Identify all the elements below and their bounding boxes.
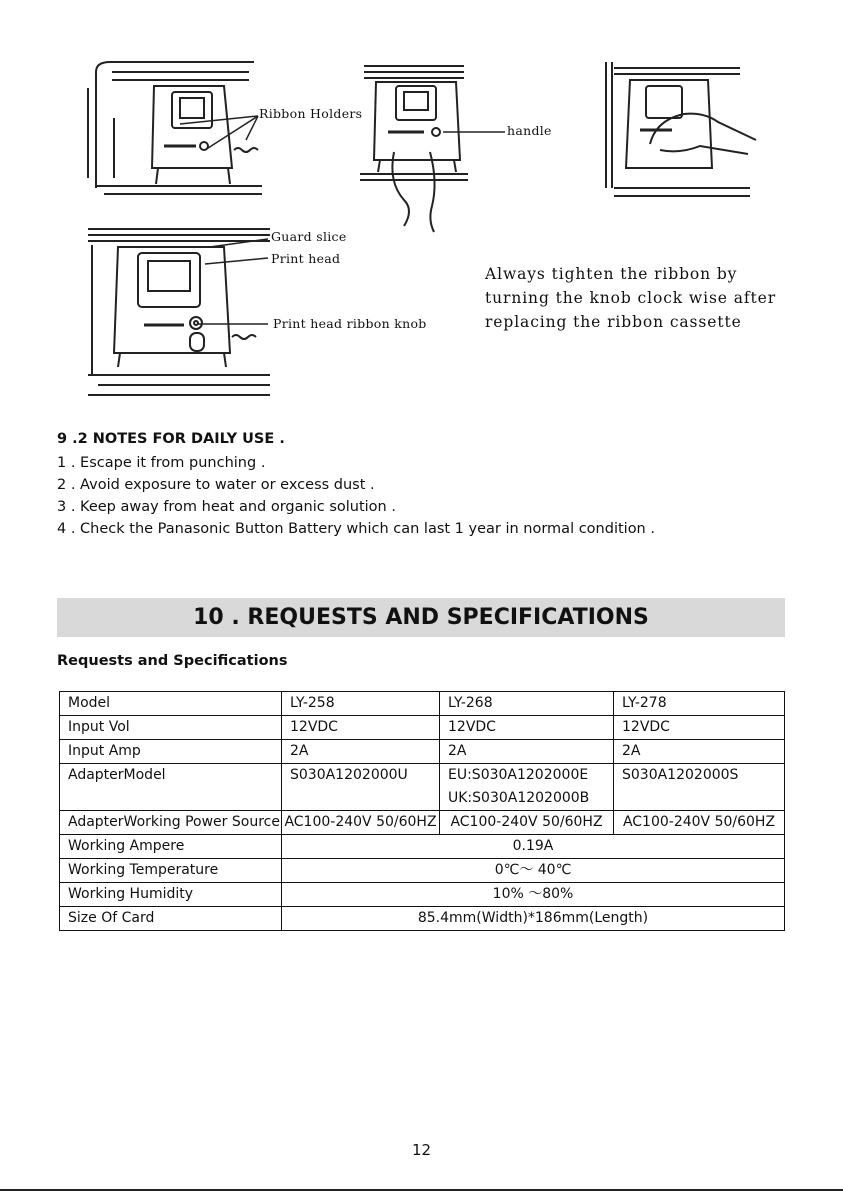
specs-subtitle: Requests and Specifications: [57, 653, 288, 669]
cell-label: AdapterModel: [60, 764, 282, 811]
cell-label: AdapterWorking Power Source: [60, 811, 282, 835]
cell-label: Input Amp: [60, 740, 282, 764]
cell-value: LY-268: [440, 692, 614, 716]
table-row: [60, 859, 785, 883]
cell-value: S030A1202000U: [282, 764, 440, 811]
list-item: 3 . Keep away from heat and organic solution .: [57, 499, 396, 515]
leader-lines: [0, 0, 843, 420]
cell-value: S030A1202000S: [614, 764, 785, 811]
page-number: 12: [411, 1141, 432, 1159]
specs-table: [59, 691, 785, 931]
daily-use-heading: 9 .2 NOTES FOR DAILY USE .: [57, 431, 285, 447]
cell-value: 2A: [282, 740, 440, 764]
note-line: turning the knob clock wise after: [485, 289, 776, 307]
cell-label: Working Humidity: [60, 883, 282, 907]
label-ribbon-knob: Print head ribbon knob: [273, 316, 427, 331]
table-row: [60, 835, 785, 859]
adapter-eu: EU:S030A1202000E: [448, 767, 589, 783]
cell-label: Working Ampere: [60, 835, 282, 859]
cell-value: 12VDC: [282, 716, 440, 740]
cell-value: 12VDC: [614, 716, 785, 740]
table-row: [60, 907, 785, 931]
daily-use-list: [57, 452, 655, 540]
cell-label: Model: [60, 692, 282, 716]
list-item: 4 . Check the Panasonic Button Battery which can last 1 year in normal condition .: [57, 521, 655, 537]
cell-label: Working Temperature: [60, 859, 282, 883]
table-row: [60, 764, 785, 811]
cell-value: 2A: [440, 740, 614, 764]
label-print-head: Print head: [271, 251, 341, 266]
list-item: 2 . Avoid exposure to water or excess dust .: [57, 477, 375, 493]
table-row: [60, 740, 785, 764]
page-bottom-rule: [0, 1189, 843, 1191]
section-title-banner: 10 . REQUESTS AND SPECIFICATIONS: [57, 598, 785, 637]
table-row: [60, 692, 785, 716]
cell-value: AC100-240V 50/60HZ: [282, 811, 440, 835]
cell-value: 12VDC: [440, 716, 614, 740]
cell-value: 2A: [614, 740, 785, 764]
list-item: 1 . Escape it from punching .: [57, 455, 266, 471]
note-line: replacing the ribbon cassette: [485, 313, 742, 331]
cell-value: AC100-240V 50/60HZ: [440, 811, 614, 835]
cell-value: 10% ～80%: [282, 883, 785, 907]
adapter-uk: UK:S030A1202000B: [448, 790, 590, 806]
note-line: Always tighten the ribbon by: [485, 265, 738, 283]
table-row: [60, 883, 785, 907]
ribbon-tighten-note: [485, 262, 776, 334]
label-guard-slice: Guard slice: [271, 229, 347, 244]
cell-value: LY-278: [614, 692, 785, 716]
cell-value: LY-258: [282, 692, 440, 716]
table-row: [60, 716, 785, 740]
cell-label: Size Of Card: [60, 907, 282, 931]
label-ribbon-holders: Ribbon Holders: [259, 106, 363, 121]
cell-value: [440, 764, 614, 811]
cell-value: AC100-240V 50/60HZ: [614, 811, 785, 835]
cell-value: 85.4mm(Width)*186mm(Length): [282, 907, 785, 931]
cell-value: 0℃～ 40℃: [282, 859, 785, 883]
cell-label: Input Vol: [60, 716, 282, 740]
label-handle: handle: [507, 123, 552, 138]
table-row: [60, 811, 785, 835]
cell-value: 0.19A: [282, 835, 785, 859]
